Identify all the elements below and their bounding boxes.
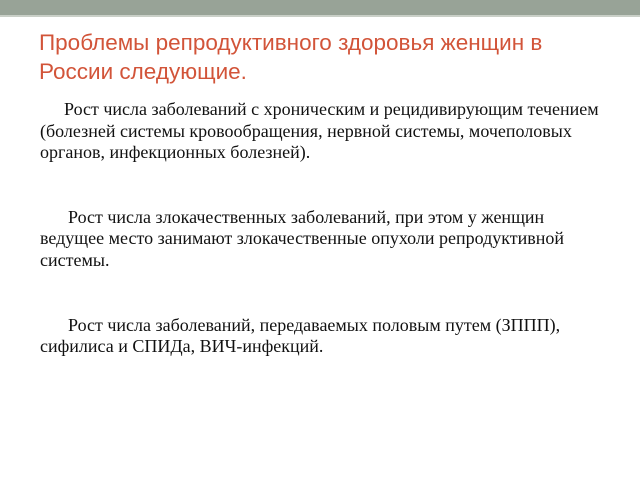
slide-title: Проблемы репродуктивного здоровья женщин в России следующие. bbox=[39, 30, 543, 84]
slide-body bbox=[40, 99, 600, 358]
paragraph-chronic-diseases: Рост числа заболеваний с хроническим и рецидивирующим течением (болезней системы кровообращения, нервной системы, мочеполовых органов, инфекционных болезней). bbox=[40, 99, 599, 163]
paragraph-std-diseases: Рост числа заболеваний, передаваемых половым путем (ЗППП), сифилиса и СПИДа, ВИЧ-инфекций. bbox=[40, 314, 561, 357]
top-divider-line bbox=[0, 15, 640, 17]
paragraph-spacer bbox=[40, 164, 600, 207]
paragraph-spacer bbox=[40, 272, 600, 315]
paragraph-malignant-diseases: Рост числа злокачественных заболеваний, при этом у женщин ведущее место занимают злокачественные опухоли репродуктивной системы. bbox=[40, 206, 565, 270]
top-decorative-bar bbox=[0, 0, 640, 15]
